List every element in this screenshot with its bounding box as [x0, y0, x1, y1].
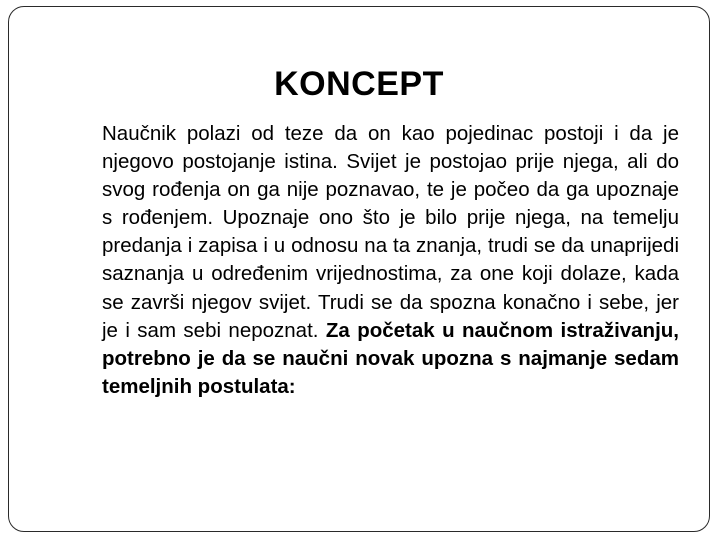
- body-text-regular: Naučnik polazi od teze da on kao pojedinac postoji i da je njegovo postojanje istina. Svijet je postojao prije njega, ali do svog rođenja on ga nije poznavao, te je počeo da ga upoznaje s rođenjem. Upoznaje ono što je bilo prije njega, na temelju predanja i zapisa i u odnosu na ta znanja, trudi se da unaprijedi saznanja u određenim vrijednostima, za one koji dolaze, kada se završi njegov svijet. Trudi se da spozna konačno i sebe, jer je i sam sebi nepoznat.: [102, 122, 679, 342]
- body-text-bold: Za početak u naučnom istraživanju, potrebno je da se naučni novak upozna s najmanje sedam temeljnih postulata:: [102, 318, 679, 398]
- slide-body-paragraph: [102, 120, 679, 401]
- slide-title: KONCEPT: [274, 65, 444, 103]
- slide-frame: [8, 6, 710, 532]
